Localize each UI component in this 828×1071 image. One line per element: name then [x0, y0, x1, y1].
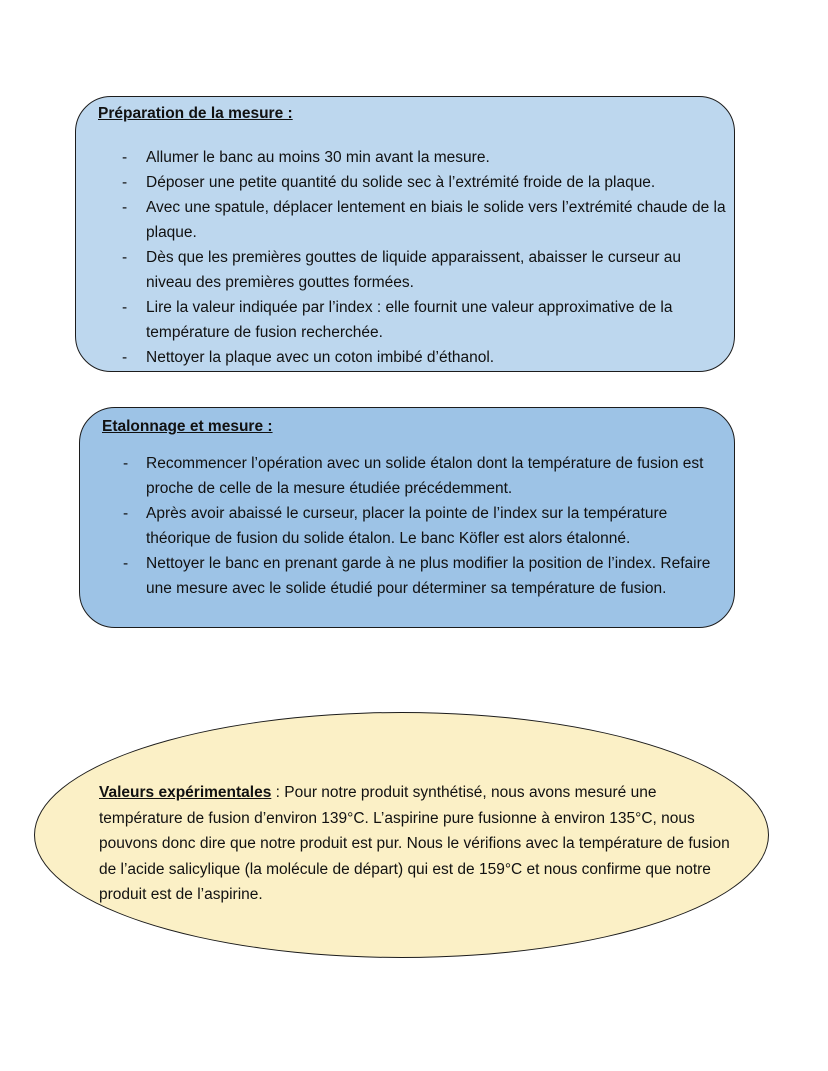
- etalonnage-list: [80, 451, 734, 601]
- list-item: - Avec une spatule, déplacer lentement en biais le solide vers l’extrémité chaude de la plaque.: [76, 195, 734, 245]
- resultats-text: : Pour notre produit synthétisé, nous avons mesuré une température de fusion d’environ 139°C. L’aspirine pure fusionne à environ 135°C, nous pouvons donc dire que notre produit est pur. Nous le vérifions avec la température de fusion de l’acide salicylique (la molécule de départ) qui est de 159°C et nous confirme que notre produit est de l’aspirine.: [99, 784, 730, 903]
- list-item: - Déposer une petite quantité du solide sec à l’extrémité froide de la plaque.: [76, 170, 734, 195]
- list-item: - Allumer le banc au moins 30 min avant la mesure.: [76, 145, 734, 170]
- list-item: - Dès que les premières gouttes de liquide apparaissent, abaisser le curseur au niveau des premières gouttes formées.: [76, 245, 734, 295]
- list-item: - Lire la valeur indiquée par l’index : elle fournit une valeur approximative de la température de fusion recherchée.: [76, 295, 734, 345]
- preparation-box: [75, 96, 735, 372]
- etalonnage-title: Etalonnage et mesure :: [102, 418, 273, 435]
- list-item: - Après avoir abaissé le curseur, placer la pointe de l’index sur la température théorique de fusion du solide étalon. Le banc Köfler est alors étalonné.: [80, 501, 734, 551]
- list-item: - Recommencer l’opération avec un solide étalon dont la température de fusion est proche de celle de la mesure étudiée précédemment.: [80, 451, 734, 501]
- resultats-label: Valeurs expérimentales: [99, 784, 272, 801]
- preparation-list: [76, 145, 734, 370]
- etalonnage-box: [79, 407, 735, 628]
- list-item: - Nettoyer le banc en prenant garde à ne plus modifier la position de l’index. Refaire une mesure avec le solide étudié pour déterminer sa température de fusion.: [80, 551, 734, 601]
- preparation-title: Préparation de la mesure :: [98, 105, 293, 122]
- resultats-paragraph: [99, 780, 739, 908]
- resultats-ellipse: [34, 712, 769, 958]
- list-item: - Nettoyer la plaque avec un coton imbibé d’éthanol.: [76, 345, 734, 370]
